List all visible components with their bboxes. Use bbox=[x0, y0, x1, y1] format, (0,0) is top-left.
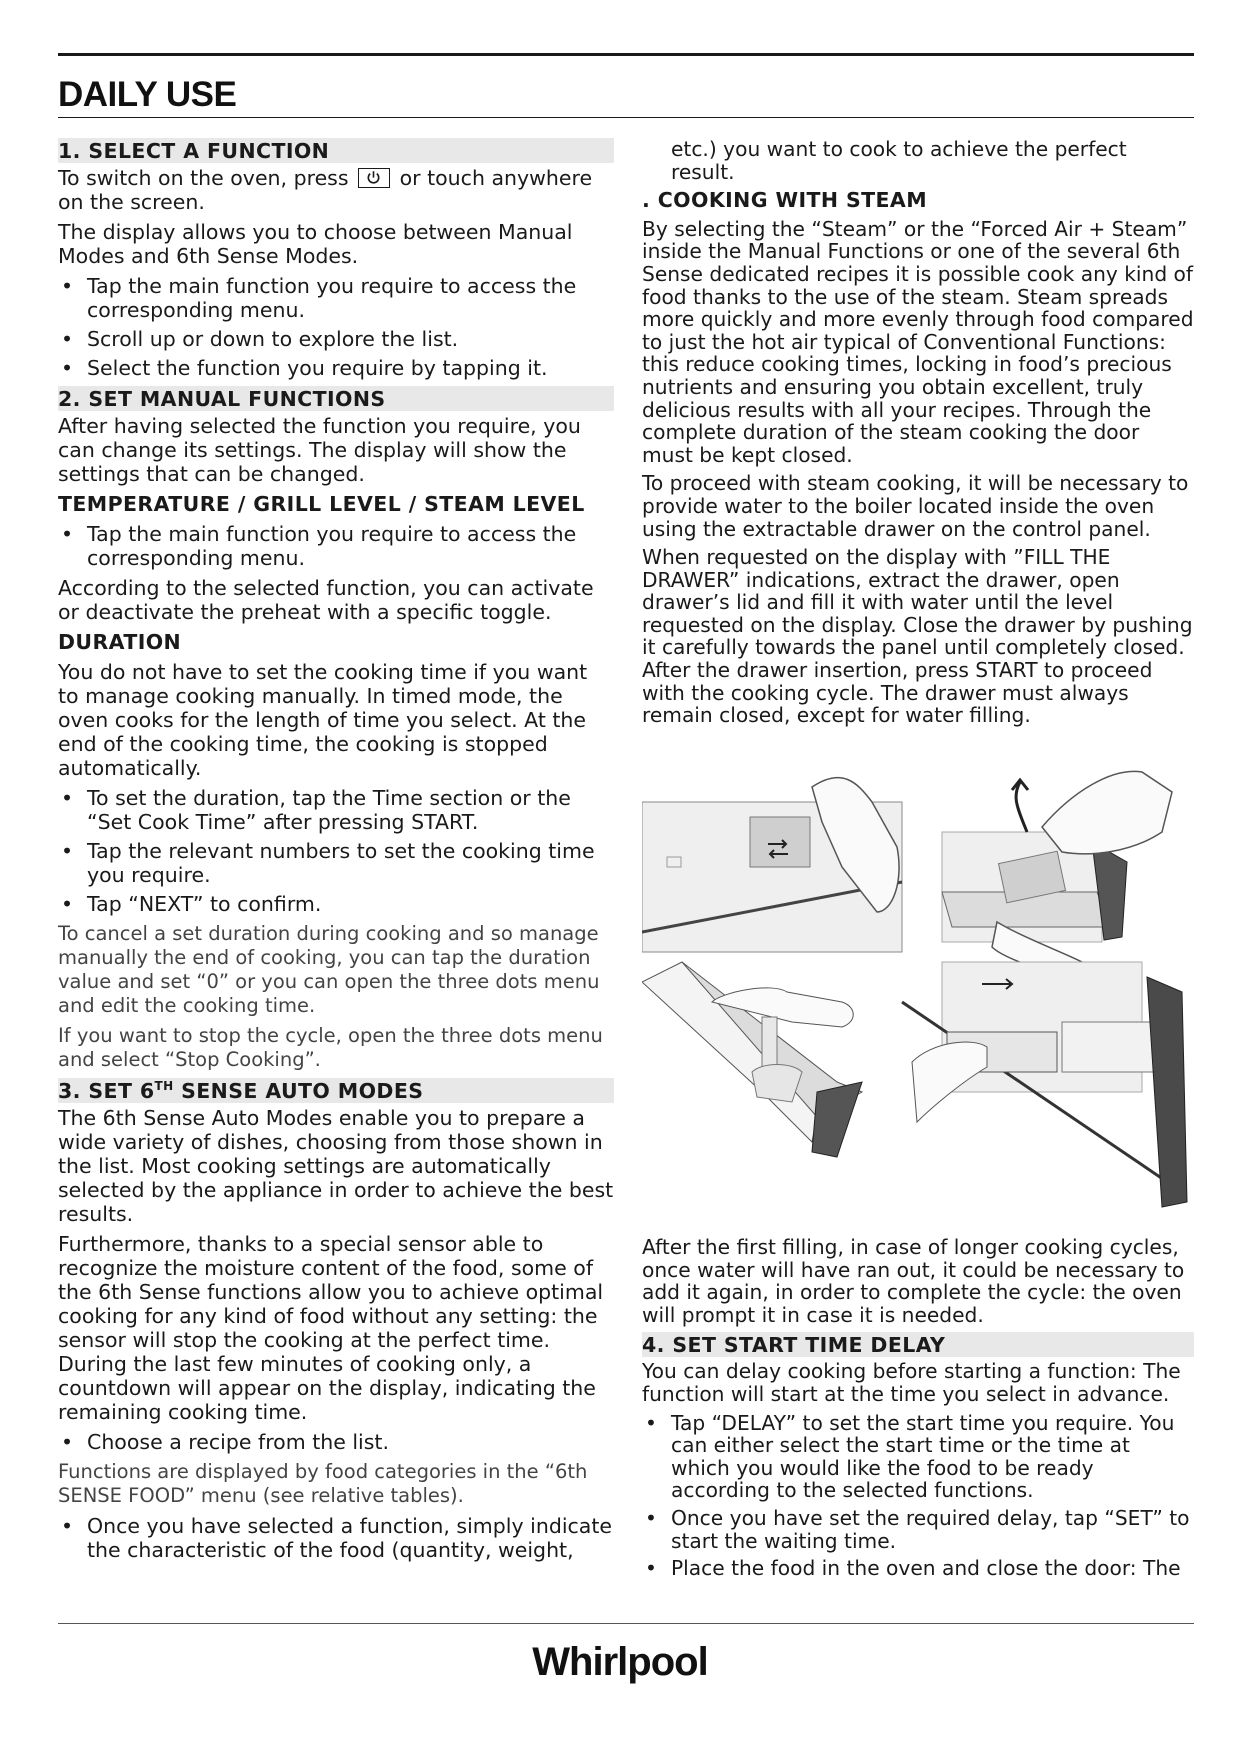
illustration-fill-water bbox=[642, 962, 862, 1157]
manual-functions-paragraph: After having selected the function you require, you can change its settings. The display will show the settings that can be changed. bbox=[58, 414, 581, 486]
auto-modes-list-2 bbox=[58, 1514, 614, 1562]
auto-modes-title-sup: TH bbox=[154, 1079, 174, 1094]
delay-list bbox=[642, 1412, 1194, 1580]
list-item: • Once you have set the required delay, tap “SET” to start the waiting time. bbox=[642, 1507, 1194, 1552]
steam-paragraph-2: To proceed with steam cooking, it will be necessary to provide water to the boiler located inside the oven using the extractable drawer on the control panel. bbox=[642, 471, 1189, 541]
right-column-bottom bbox=[642, 1236, 1194, 1586]
auto-modes-paragraph-2: Furthermore, thanks to a special sensor able to recognize the moisture content of the food, some of the 6th Sense functions allow you to achieve optimal cooking for any kind of food without any setting: the sensor will stop the cooking at the perfect time. During the last few minutes of cooking only, a countdown will appear on the display, indicating the remaining cooking time. bbox=[58, 1232, 604, 1424]
bottom-rule bbox=[58, 1623, 1194, 1624]
section-title-delay: 4. SET START TIME DELAY bbox=[642, 1332, 1194, 1357]
auto-modes-title-b: SENSE AUTO MODES bbox=[173, 1079, 424, 1103]
list-item: • Tap “NEXT” to confirm. bbox=[58, 892, 614, 916]
left-column bbox=[58, 138, 614, 1568]
auto-modes-note: Functions are displayed by food categories in the “6th SENSE FOOD” menu (see relative tables). bbox=[58, 1460, 588, 1507]
delay-paragraph: You can delay cooking before starting a function: The function will start at the time you select in advance. bbox=[642, 1359, 1181, 1406]
section-title-manual-functions: 2. SET MANUAL FUNCTIONS bbox=[58, 386, 614, 411]
power-button-icon bbox=[358, 168, 390, 188]
list-item: • Tap the main function you require to access the corresponding menu. bbox=[58, 522, 614, 570]
illustration-lift-lid bbox=[942, 771, 1172, 977]
select-function-paragraph-2: The display allows you to choose between Manual Modes and 6th Sense Modes. bbox=[58, 220, 573, 268]
right-column-top bbox=[642, 138, 1194, 733]
list-item: • Tap the relevant numbers to set the cooking time you require. bbox=[58, 839, 614, 887]
drawer-illustrations bbox=[642, 762, 1194, 1222]
list-item: • Once you have selected a function, simply indicate the characteristic of the food (quantity, weight, bbox=[58, 1514, 614, 1562]
illustration-open-drawer bbox=[642, 778, 902, 952]
auto-modes-paragraph-1: The 6th Sense Auto Modes enable you to prepare a wide variety of dishes, choosing from those shown in the list. Most cooking settings are automatically selected by the appliance in order to achieve the best results. bbox=[58, 1106, 614, 1226]
continued-text: etc.) you want to cook to achieve the perfect result. bbox=[671, 137, 1127, 184]
select-function-paragraph-1 bbox=[58, 166, 614, 214]
list-item: • Tap the main function you require to access the corresponding menu. bbox=[58, 274, 614, 322]
duration-paragraph: You do not have to set the cooking time if you want to manage cooking manually. In timed mode, the oven cooks for the length of time you select. At the end of the cooking time, the cooking is stopped automatically. bbox=[58, 660, 588, 780]
illustration-insert-drawer bbox=[902, 962, 1187, 1207]
steam-paragraph-4: After the first filling, in case of longer cooking cycles, once water will have ran out, it could be necessary to add it again, in order to complete the cycle: the oven will prompt it in case it is needed. bbox=[642, 1235, 1185, 1327]
section-title-select-function: 1. SELECT A FUNCTION bbox=[58, 138, 614, 163]
temperature-paragraph: According to the selected function, you can activate or deactivate the preheat with a specific toggle. bbox=[58, 576, 594, 624]
duration-note-cancel: To cancel a set duration during cooking and so manage manually the end of cooking, you can tap the duration value and set “0” or you can open the three dots menu and edit the cooking time. bbox=[58, 922, 600, 1017]
power-text-before: To switch on the oven, press bbox=[58, 166, 349, 190]
list-item: • Select the function you require by tapping it. bbox=[58, 356, 614, 380]
subheading-steam: . COOKING WITH STEAM bbox=[642, 188, 927, 213]
duration-list bbox=[58, 786, 614, 916]
auto-modes-list bbox=[58, 1430, 614, 1454]
page-title: DAILY USE bbox=[58, 75, 237, 114]
section-title-auto-modes bbox=[58, 1078, 614, 1103]
list-item: • To set the duration, tap the Time section or the “Set Cook Time” after pressing START. bbox=[58, 786, 614, 834]
brand-logo: Whirlpool bbox=[532, 1640, 708, 1684]
duration-note-stop: If you want to stop the cycle, open the three dots menu and select “Stop Cooking”. bbox=[58, 1024, 603, 1071]
temperature-list bbox=[58, 522, 614, 570]
steam-paragraph-3: When requested on the display with ”FILL THE DRAWER” indications, extract the drawer, open drawer’s lid and fill it with water until the level requested on the display. Close the drawer by pushing it carefully towards the panel until completely closed. After the drawer insertion, press START to proceed with the cooking cycle. The drawer must always remain closed, except for water filling. bbox=[642, 545, 1193, 728]
top-rule bbox=[58, 53, 1194, 56]
power-text-after: or touch anywhere on the screen. bbox=[58, 166, 593, 214]
list-item: • Place the food in the oven and close the door: The bbox=[642, 1557, 1194, 1580]
steam-paragraph-1: By selecting the “Steam” or the “Forced Air + Steam” inside the Manual Functions or one of the several 6th Sense dedicated recipes it is possible cook any kind of food thanks to the use of the steam. Steam spreads more quickly and more evenly through food compared to just the hot air typical of Conventional Functions: this reduce cooking times, locking in food’s precious nutrients and ensuring you obtain excellent, truly delicious results with all your recipes. Through the complete duration of the steam cooking the door must be kept closed. bbox=[642, 216, 1194, 467]
title-rule bbox=[58, 117, 1194, 118]
list-item: • Scroll up or down to explore the list. bbox=[58, 327, 614, 351]
auto-modes-title-a: 3. SET 6 bbox=[58, 1079, 155, 1103]
list-item: • Tap “DELAY” to set the start time you require. You can either select the start time or the time at which you would like the food to be ready according to the selected functions. bbox=[642, 1412, 1194, 1502]
list-item: • Choose a recipe from the list. bbox=[58, 1430, 614, 1454]
subheading-temperature: TEMPERATURE / GRILL LEVEL / STEAM LEVEL bbox=[58, 492, 585, 516]
select-function-list bbox=[58, 274, 614, 380]
subheading-duration: DURATION bbox=[58, 630, 182, 654]
